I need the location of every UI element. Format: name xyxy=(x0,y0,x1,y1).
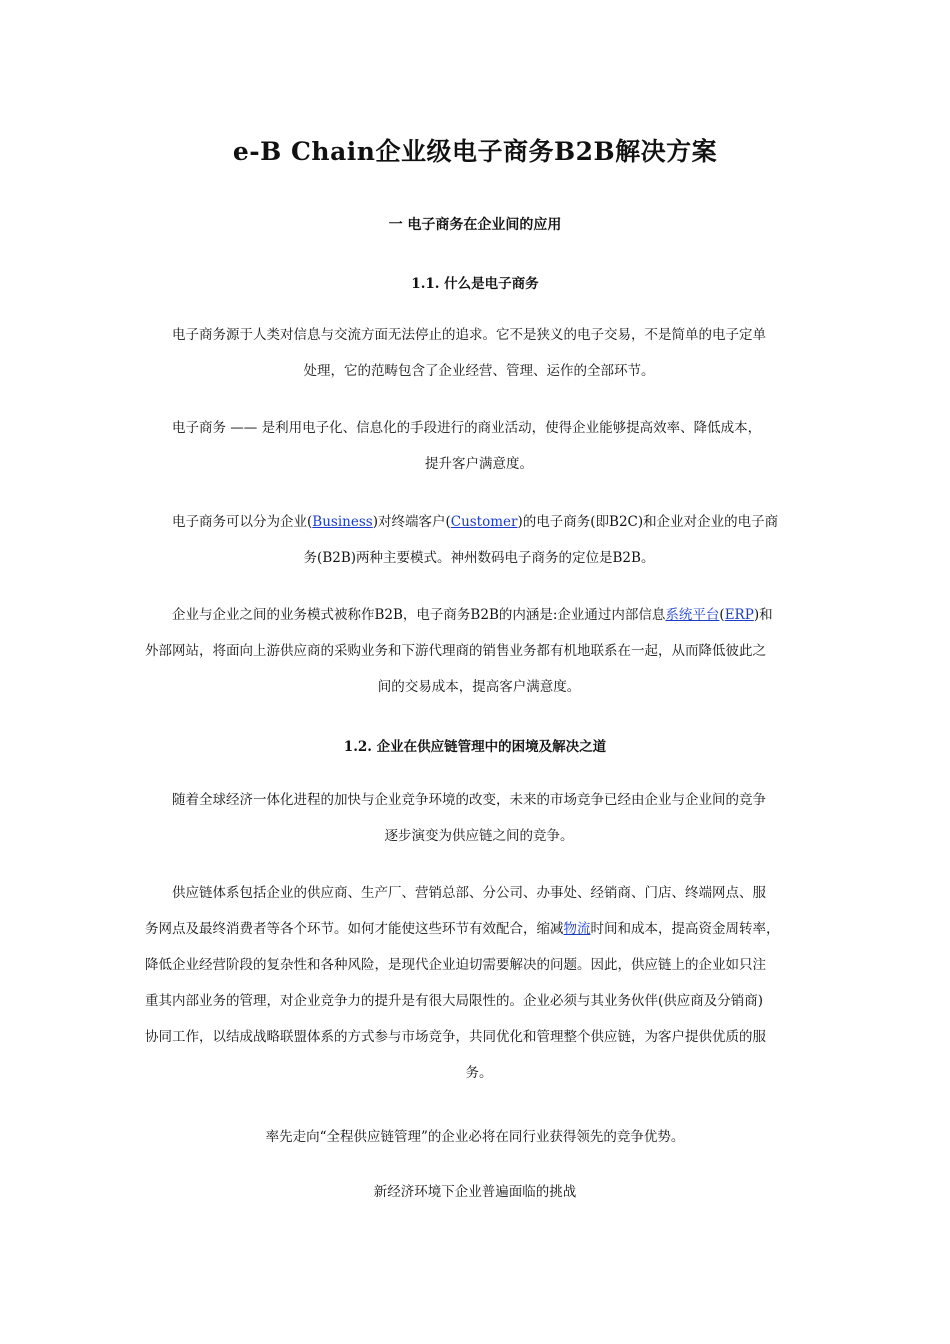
paragraph-ecommerce-origin xyxy=(145,317,813,389)
section-heading-1-1: 1.1. 什么是电子商务 xyxy=(411,276,539,292)
paragraph-line: 供应链体系包括企业的供应商、生产厂、营销总部、分公司、办事处、经销商、门店、终端网点、服 xyxy=(172,885,766,901)
text-run: )的电子商务(即B2C)和企业对企业的电子商 xyxy=(517,514,779,530)
customer-link[interactable]: Customer xyxy=(450,514,518,530)
section-heading-1: 一 电子商务在企业间的应用 xyxy=(388,217,562,233)
paragraph-new-economy-challenges: 新经济环境下企业普遍面临的挑战 xyxy=(373,1184,577,1200)
text-run: ( xyxy=(719,607,725,623)
paragraph-line: 外部网站，将面向上游供应商的采购业务和下游代理商的销售业务都有机地联系在一起，从而降低彼此之 xyxy=(145,643,766,659)
paragraph-supply-chain-competition xyxy=(145,782,813,854)
paragraph-line: 务(B2B)两种主要模式。神州数码电子商务的定位是B2B。 xyxy=(303,550,655,566)
document-title: e-B Chain企业级电子商务B2B解决方案 xyxy=(232,137,718,166)
erp-link[interactable]: ERP xyxy=(724,607,754,623)
paragraph-line: 降低企业经营阶段的复杂性和各种风险，是现代企业迫切需要解决的问题。因此，供应链上的企业如只注 xyxy=(145,957,766,973)
system-platform-link[interactable]: 系统平台 xyxy=(665,607,720,623)
paragraph-ecommerce-modes xyxy=(145,504,813,576)
text-run: )和 xyxy=(753,607,773,623)
paragraph-full-chain-advantage: 率先走向“全程供应链管理”的企业必将在同行业获得领先的竞争优势。 xyxy=(265,1129,685,1145)
text-run: 时间和成本，提高资金周转率， xyxy=(590,921,780,937)
logistics-link[interactable]: 物流 xyxy=(563,921,591,937)
paragraph-line: 逐步演变为供应链之间的竞争。 xyxy=(384,828,574,844)
paragraph-line: 务。 xyxy=(465,1065,493,1081)
text-run: 企业与企业之间的业务模式被称作B2B，电子商务B2B的内涵是:企业通过内部信息 xyxy=(172,607,666,623)
paragraph-line: 电子商务源于人类对信息与交流方面无法停止的追求。它不是狭义的电子交易，不是简单的电子定单 xyxy=(172,327,766,343)
text-run: 务网点及最终消费者等各个环节。如何才能使这些环节有效配合，缩减 xyxy=(145,921,564,937)
text-run: 电子商务可以分为企业( xyxy=(172,514,313,530)
paragraph-line: 间的交易成本，提高客户满意度。 xyxy=(377,679,581,695)
business-link[interactable]: Business xyxy=(312,514,373,530)
paragraph-line: 处理，它的范畴包含了企业经营、管理、运作的全部环节。 xyxy=(303,363,655,379)
paragraph-line xyxy=(145,504,813,540)
paragraph-line xyxy=(145,597,813,633)
paragraph-b2b-definition xyxy=(145,597,813,705)
text-run: )对终端客户( xyxy=(372,514,451,530)
paragraph-ecommerce-definition xyxy=(145,410,813,482)
paragraph-line: 重其内部业务的管理，对企业竞争力的提升是有很大局限性的。企业必须与其业务伙伴(供应商及分销商) xyxy=(145,993,764,1009)
paragraph-line: 提升客户满意度。 xyxy=(425,456,533,472)
paragraph-line: 电子商务 —— 是利用电子化、信息化的手段进行的商业活动，使得企业能够提高效率、降低成本， xyxy=(172,420,762,436)
paragraph-supply-chain-system xyxy=(145,875,813,1091)
paragraph-line: 协同工作，以结成战略联盟体系的方式参与市场竞争，共同优化和管理整个供应链，为客户提供优质的服 xyxy=(145,1029,766,1045)
paragraph-line: 随着全球经济一体化进程的加快与企业竞争环境的改变，未来的市场竞争已经由企业与企业间的竞争 xyxy=(172,792,766,808)
section-heading-1-2: 1.2. 企业在供应链管理中的困境及解决之道 xyxy=(343,739,607,755)
paragraph-line xyxy=(145,911,813,947)
